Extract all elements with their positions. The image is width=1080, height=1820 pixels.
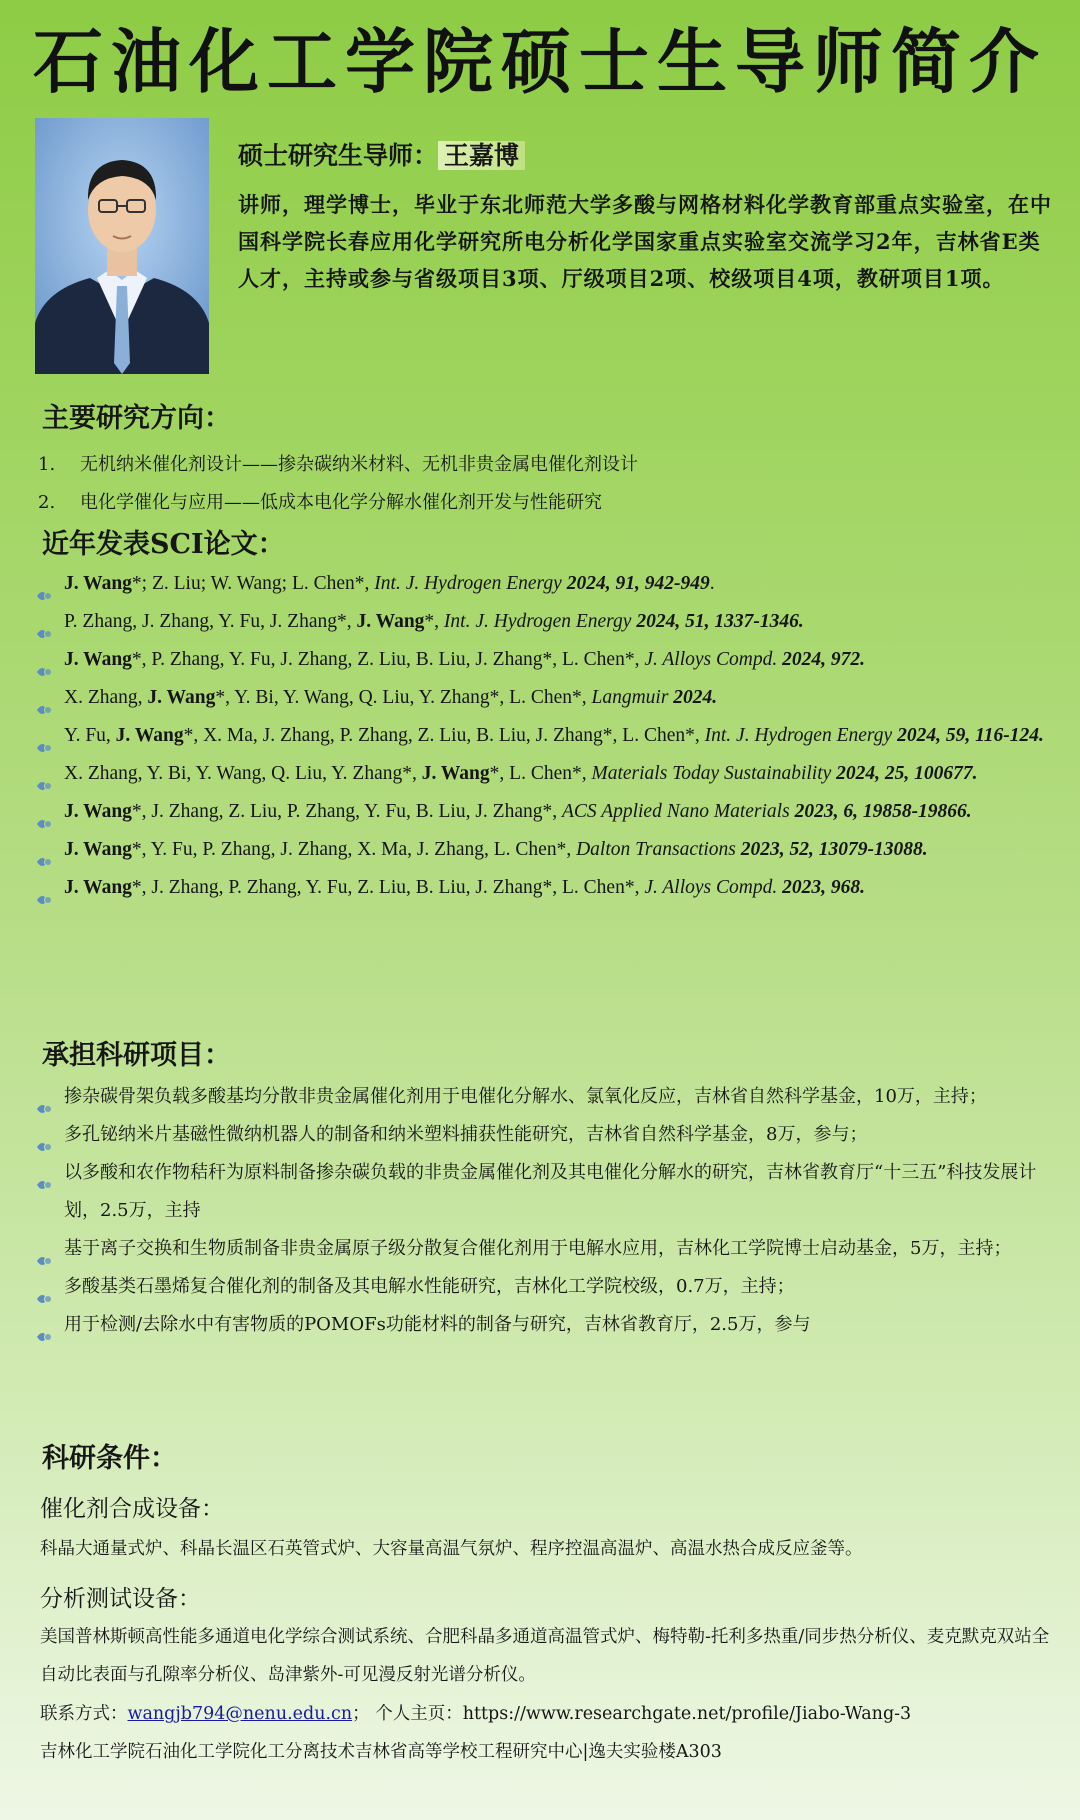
bullet-icon [36,1281,52,1293]
papers-heading: 近年发表SCI论文： [42,529,285,560]
paper-detail: 2024. [668,687,718,708]
research-list [38,446,1038,522]
bullet-icon [36,1243,52,1255]
paper-author-bold: J. Wang [356,611,425,632]
homepage-label: 个人主页： [375,1704,463,1724]
bullet-icon [36,1319,52,1331]
project-item [34,1116,1054,1154]
paper-authors: *, J. Zhang, Z. Liu, P. Zhang, Y. Fu, B. Liu, J. Zhang*, [131,801,562,822]
paper-detail: 2024, 25, 100677. [831,763,978,784]
paper-authors: *, P. Zhang, Y. Fu, J. Zhang, Z. Liu, B. Liu, J. Zhang*, L. Chen*, [131,649,645,670]
advisor-name: 王嘉博 [438,141,525,170]
research-item-number: 2. [38,492,56,513]
paper-author-bold: J. Wang [64,801,132,822]
paper-detail: 2024, 51, 1337-1346. [631,611,804,632]
paper-journal: J. Alloys Compd. [644,649,778,670]
paper-author-bold: J. Wang [147,687,216,708]
paper-detail: 2024, 91, 942-949 [561,573,710,594]
bullet-icon [36,844,52,856]
advisor-photo [35,118,209,374]
bullet-icon [36,806,52,818]
bullet-icon [36,616,52,628]
advisor-bio: 讲师，理学博士，毕业于东北师范大学多酸与网格材料化学教育部重点实验室，在中国科学院长春应用化学研究所电分析化学国家重点实验室交流学习2年，吉林省E类人才，主持或参与省级项目3项、厅级项目2项、校级项目4项，教研项目1项。 [238,192,1052,291]
project-text: 以多酸和农作物秸秆为原料制备掺杂碳负载的非贵金属催化剂及其电催化分解水的研究，吉林省教育厅“十三五”科技发展计划，2.5万，主持 [64,1162,1037,1221]
project-text: 基于离子交换和生物质制备非贵金属原子级分散复合催化剂用于电解水应用，吉林化工学院博士启动基金，5万，主持； [64,1238,1012,1259]
research-item-text: 电化学催化与应用——低成本电化学分解水催化剂开发与性能研究 [80,492,602,513]
bullet-icon [36,1167,52,1179]
project-text: 用于检测/去除水中有害物质的POMOFs功能材料的制备与研究，吉林省教育厅，2.5万，参与 [64,1314,811,1335]
papers-list [34,565,1054,907]
bullet-icon [36,654,52,666]
research-item [38,446,1038,484]
paper-journal: Int. J. Hydrogen Energy [443,611,632,632]
page-title: 石油化工学院硕士生导师简介 [33,21,1047,103]
paper-end: . [709,573,715,594]
paper-authors: X. Zhang, Y. Bi, Y. Wang, Q. Liu, Y. Zhang*, [64,763,422,784]
paper-journal: Langmuir [591,687,669,708]
paper-journal: Dalton Transactions [576,839,736,860]
paper-author-bold: J. Wang [64,839,132,860]
paper-item [34,565,1054,603]
bullet-icon [36,730,52,742]
paper-authors: *, Y. Bi, Y. Wang, Q. Liu, Y. Zhang*, L. Chen*, [215,687,592,708]
paper-author-bold: J. Wang [64,877,132,898]
paper-author-bold: J. Wang [421,763,490,784]
paper-authors: *, [424,611,444,632]
bullet-icon [36,1091,52,1103]
project-item [34,1154,1054,1230]
paper-item [34,603,1054,641]
project-item [34,1268,1054,1306]
contact-label: 联系方式： [40,1704,128,1724]
paper-journal: Int. J. Hydrogen Energy [374,573,562,594]
research-item-text: 无机纳米催化剂设计——掺杂碳纳米材料、无机非贵金属电催化剂设计 [80,454,638,475]
synthesis-heading: 催化剂合成设备： [40,1496,224,1522]
paper-item [34,679,1054,717]
paper-authors: *, J. Zhang, P. Zhang, Y. Fu, Z. Liu, B. Liu, J. Zhang*, L. Chen*, [131,877,645,898]
paper-authors: X. Zhang, [64,687,148,708]
advisor-heading [238,136,525,172]
paper-detail: 2024, 59, 116-124. [892,725,1044,746]
project-item [34,1306,1054,1344]
project-text: 多孔铋纳米片基磁性微纳机器人的制备和纳米塑料捕获性能研究，吉林省自然科学基金，8万，参与； [64,1124,868,1145]
conditions-heading: 科研条件： [42,1443,177,1474]
analysis-heading: 分析测试设备： [40,1586,201,1612]
paper-detail: 2023, 52, 13079-13088. [735,839,928,860]
project-text: 掺杂碳骨架负载多酸基均分散非贵金属催化剂用于电催化分解水、氯氧化反应，吉林省自然科学基金，10万，主持； [64,1086,987,1107]
bullet-icon [36,578,52,590]
projects-list [34,1078,1054,1344]
paper-detail: 2023, 968. [777,877,865,898]
paper-journal: ACS Applied Nano Materials [562,801,790,822]
paper-item [34,869,1054,907]
paper-item [34,831,1054,869]
paper-item [34,717,1054,755]
bullet-icon [36,1129,52,1141]
email-link[interactable]: wangjb794@nenu.edu.cn [127,1704,353,1724]
paper-journal: Int. J. Hydrogen Energy [704,725,893,746]
address-line: 吉林化工学院石油化工学院化工分离技术吉林省高等学校工程研究中心|逸夫实验楼A303 [40,1742,722,1762]
bullet-icon [36,882,52,894]
paper-journal: Materials Today Sustainability [591,763,832,784]
research-item [38,484,1038,522]
homepage-url[interactable]: https://www.researchgate.net/profile/Jiabo-Wang-3 [462,1704,912,1724]
projects-heading: 承担科研项目： [42,1040,231,1071]
paper-author-bold: J. Wang [64,573,132,594]
paper-item [34,641,1054,679]
paper-detail: 2024, 972. [777,649,865,670]
portrait-image [35,118,209,374]
project-item [34,1230,1054,1268]
paper-authors: *; Z. Liu; W. Wang; L. Chen*, [131,573,375,594]
project-text: 多酸基类石墨烯复合催化剂的制备及其电解水性能研究，吉林化工学院校级，0.7万，主持； [64,1276,795,1297]
paper-author-bold: J. Wang [64,649,132,670]
paper-item [34,793,1054,831]
synthesis-text: 科晶大通量式炉、科晶长温区石英管式炉、大容量高温气氛炉、程序控温高温炉、高温水热合成反应釜等。 [40,1539,863,1559]
paper-authors: *, Y. Fu, P. Zhang, J. Zhang, X. Ma, J. Zhang, L. Chen*, [131,839,577,860]
contact-separator: ； [352,1704,370,1724]
research-item-number: 1. [38,454,56,475]
paper-authors: P. Zhang, J. Zhang, Y. Fu, J. Zhang*, [64,611,357,632]
bullet-icon [36,692,52,704]
paper-author-bold: J. Wang [115,725,184,746]
analysis-text: 美国普林斯顿高性能多通道电化学综合测试系统、合肥科晶多通道高温管式炉、梅特勒-托利多热重/同步热分析仪、麦克默克双站全自动比表面与孔隙率分析仪、岛津紫外-可见漫反射光谱分析仪。 [40,1627,1050,1685]
bullet-icon [36,768,52,780]
project-item [34,1078,1054,1116]
paper-authors: *, L. Chen*, [489,763,592,784]
paper-detail: 2023, 6, 19858-19866. [789,801,972,822]
research-heading: 主要研究方向： [42,403,231,434]
contact-line [40,1700,911,1725]
paper-authors: Y. Fu, [64,725,116,746]
paper-item [34,755,1054,793]
advisor-label: 硕士研究生导师： [238,141,439,170]
paper-journal: J. Alloys Compd. [644,877,778,898]
paper-authors: *, X. Ma, J. Zhang, P. Zhang, Z. Liu, B. Liu, J. Zhang*, L. Chen*, [183,725,705,746]
